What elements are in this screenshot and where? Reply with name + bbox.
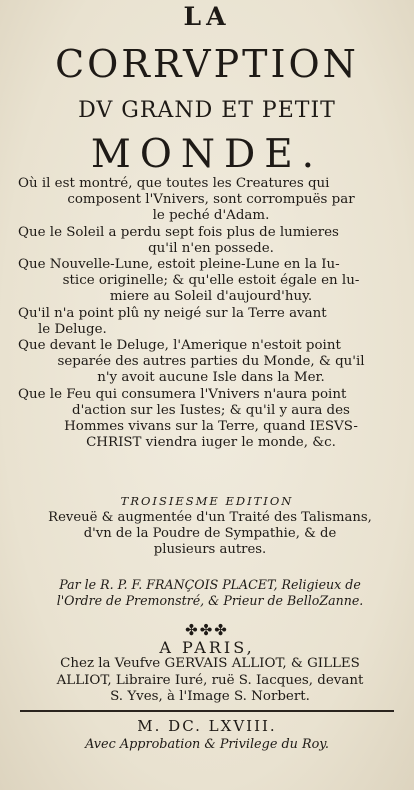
paragraph-line: stice originelle; & qu'elle estoit égale en lu- [62,273,360,289]
title-line-grand-petit: DV GRAND ET PETIT [78,98,336,123]
author-line: Par le R. P. F. FRANÇOIS PLACET, Religieux de [59,577,361,592]
author-line: l'Ordre de Premonstré, & Prieur de BelloZanne. [56,593,364,608]
paragraph-line: le peché d'Adam. [152,208,270,224]
revision-line: d'vn de la Poudre de Sympathie, & de [83,526,337,541]
fleuron-ornament: ✤✤✤ [185,621,229,639]
paragraph-line: qu'il n'en possede. [148,240,274,256]
title-line-corruption: CORRVPTION [55,42,359,86]
paragraph-line: Que le Soleil a perdu sept fois plus de lumieres [18,224,339,240]
revision-line: plusieurs autres. [153,542,267,557]
paragraph-line: CHRIST viendra iuger le monde, &c. [86,435,336,451]
paragraph-line: composent l'Vnivers, sont corrompuës par [67,192,355,208]
revision-note [20,510,400,558]
paragraph-6 [18,387,404,452]
imprint-place: A PARIS, [159,638,255,657]
paragraph-3 [18,257,404,306]
paragraph-line: n'y avoit aucune Isle dans la Mer. [97,370,325,386]
imprint-publisher [14,656,406,706]
divider-rule [20,710,394,712]
title-line-la: LA [183,2,231,31]
paragraph-line: separée des autres parties du Monde, & qu'il [57,354,365,370]
paragraph-line: le Deluge. [38,321,107,337]
paragraph-line: Que le Feu qui consumera l'Vnivers n'aura point [18,386,347,402]
paragraph-line: Qu'il n'a point plû ny neigé sur la Terre avant [18,305,327,321]
imprint-line: Chez la Veufve GERVAIS ALLIOT, & GILLES [60,656,360,671]
paragraph-line: Où il est montré, que toutes les Creatures qui [18,176,330,191]
paragraph-line: d'action sur les Iustes; & qu'il y aura des [72,402,350,418]
revision-line: Reveuë & augmentée d'un Traité des Talismans, [48,510,372,525]
paragraph-line: miere au Soleil d'aujourd'huy. [109,289,313,305]
paragraph-1 [18,176,404,225]
edition-label: TROISIESME EDITION [120,494,294,508]
paragraph-4 [18,306,404,338]
summary-paragraphs [18,176,404,451]
imprint-line: S. Yves, à l'Image S. Norbert. [110,689,310,705]
paragraph-2 [18,225,404,257]
publication-date: M. DC. LXVIII. [137,717,277,735]
paragraph-line: Que devant le Deluge, l'Amerique n'estoit point [18,338,341,354]
title-line-monde: MONDE. [90,132,324,177]
paragraph-line: Que Nouvelle-Lune, estoit pleine-Lune en la Iu- [18,257,340,273]
paragraph-line: Hommes vivans sur la Terre, quand IESVS- [64,419,358,435]
imprint-line: ALLIOT, Libraire Iuré, ruë S. Iacques, devant [56,672,364,688]
paragraph-5 [18,338,404,387]
approbation-line: Avec Approbation & Privilege du Roy. [85,737,329,752]
author-credit [14,577,406,609]
